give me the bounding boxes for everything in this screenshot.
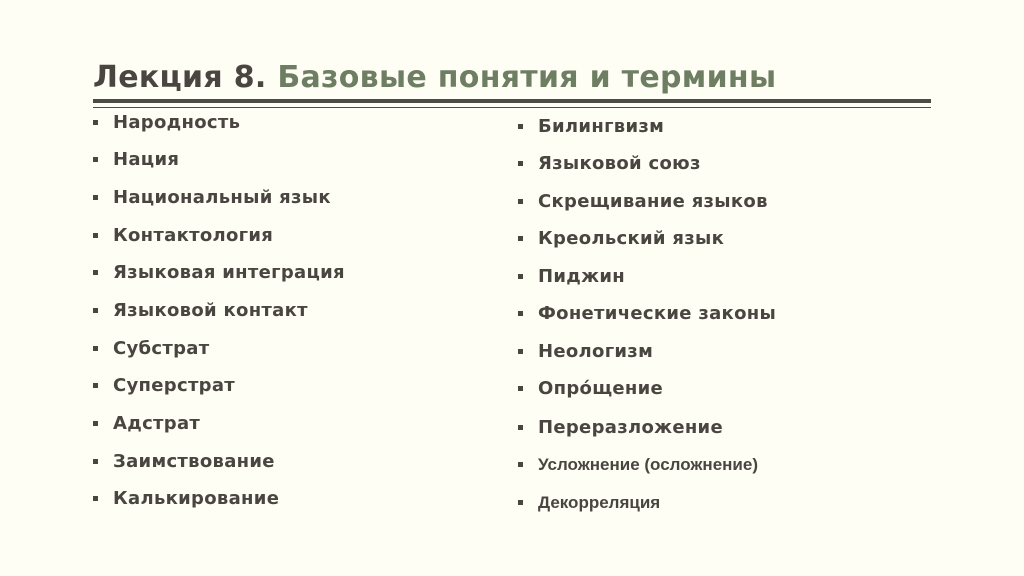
bullet-icon: [518, 386, 523, 391]
bullet-icon: [518, 124, 523, 129]
bullet-icon: [518, 500, 523, 505]
bullet-icon: [518, 236, 523, 241]
bullet-icon: [518, 274, 523, 279]
bullet-icon: [93, 421, 98, 426]
bullet-icon: [93, 383, 98, 388]
bullet-icon: [93, 195, 98, 200]
slide: Лекция 8. Базовые понятия и термины Народность Нация Национальный язык Контактология Языковая интеграция Языковой контакт Субстрат Суперстрат Адстрат Заимствование Калькирование Билингвизм Языковой союз Скрещивание языков Креольский язык Пиджин Фонетические законы Неологизм Опро́щение Переразложение Усложнение (осложнение) Декорреляция: [0, 0, 1024, 576]
bullet-icon: [518, 425, 523, 430]
bullet-icon: [93, 120, 98, 125]
title-lecture-number: Лекция 8.: [93, 60, 267, 95]
title-divider-thick: [93, 99, 931, 103]
title-divider-thin: [93, 107, 931, 108]
bullet-icon: [93, 459, 98, 464]
bullet-icon: [518, 349, 523, 354]
bullet-icon: [518, 311, 523, 316]
page-title: [93, 58, 776, 98]
bullet-icon: [93, 308, 98, 313]
bullet-icon: [518, 462, 523, 467]
bullet-icon: [93, 346, 98, 351]
title-topic: Базовые понятия и термины: [277, 60, 777, 95]
bullet-icon: [93, 157, 98, 162]
bullet-icon: [93, 496, 98, 501]
bullet-icon: [518, 161, 523, 166]
bullet-icon: [93, 233, 98, 238]
bullet-icon: [93, 270, 98, 275]
bullet-icon: [518, 199, 523, 204]
